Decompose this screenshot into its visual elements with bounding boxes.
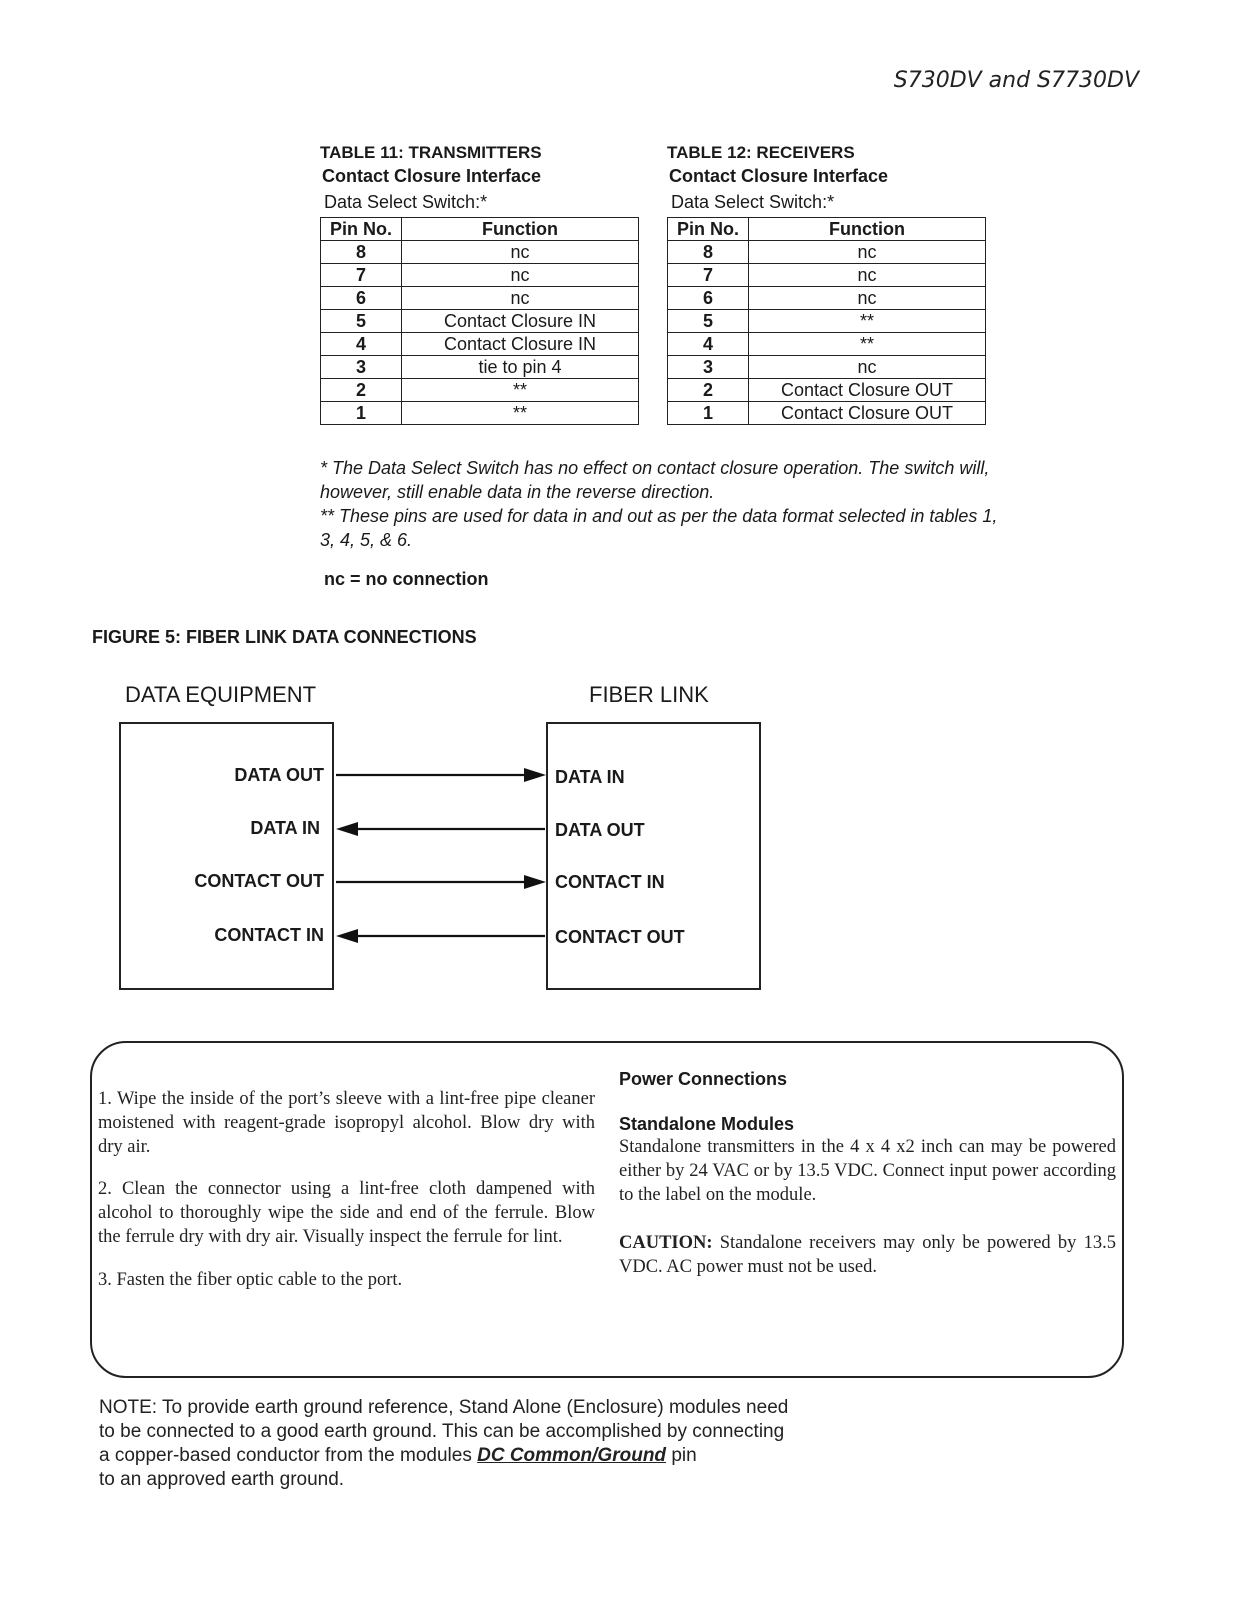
function-cell: nc — [402, 241, 639, 264]
function-cell: nc — [749, 287, 986, 310]
table-12-title: TABLE 12: RECEIVERS — [667, 143, 855, 162]
power-connections-title: Power Connections — [619, 1069, 788, 1089]
table-12 — [667, 217, 986, 425]
caution-label: CAUTION: — [619, 1233, 713, 1253]
arrow-data-out-to-data-in-reverse — [336, 822, 545, 836]
note-line-1: NOTE: To provide earth ground reference, Stand Alone (Enclosure) modules need — [99, 1397, 789, 1418]
note-line-3-start: a copper-based conductor from the modules — [99, 1445, 478, 1466]
column-header-function: Function — [402, 218, 639, 241]
cleaning-step-1: 1. Wipe the inside of the port’s sleeve with a lint-free pipe cleaner moistened with reagent-grade isopropyl alcohol. Blow dry with dry air. — [98, 1088, 595, 1157]
table-12-switch-label: Data Select Switch:* — [671, 192, 835, 212]
table-11-title: TABLE 11: TRANSMITTERS — [320, 143, 542, 162]
data-equipment-box — [119, 722, 334, 990]
table-11-subtitle: Contact Closure Interface — [322, 166, 542, 186]
right-signal-data-in: DATA IN — [555, 767, 625, 787]
data-equipment-heading: DATA EQUIPMENT — [125, 682, 317, 707]
pin-cell: 7 — [668, 264, 749, 287]
table-header-row — [321, 218, 639, 241]
function-cell: Contact Closure IN — [402, 310, 639, 333]
table-row — [321, 402, 639, 425]
right-signal-data-out: DATA OUT — [555, 820, 645, 840]
caution-text: Standalone receivers may only be powered by 13.5 VDC. AC power must not be used. — [619, 1233, 1116, 1277]
table-row — [321, 287, 639, 310]
cleaning-steps — [98, 1068, 595, 1310]
footnote-double-star: ** These pins are used for data in and out as per the data format selected in tables 1, 3, 4, 5, & 6. — [320, 506, 998, 550]
note-line-3-end: pin — [666, 1445, 697, 1466]
pin-cell: 5 — [668, 310, 749, 333]
table-header-row — [668, 218, 986, 241]
table-row — [321, 310, 639, 333]
function-cell: ** — [749, 310, 986, 333]
table-row — [321, 264, 639, 287]
pin-cell: 3 — [668, 356, 749, 379]
arrow-contact-out-to-contact-in-reverse — [336, 929, 545, 943]
table-11-block — [320, 143, 639, 425]
table-row — [668, 356, 986, 379]
pin-cell: 8 — [668, 241, 749, 264]
table-row — [321, 379, 639, 402]
pin-cell: 4 — [321, 333, 402, 356]
left-signal-data-out: DATA OUT — [234, 765, 324, 785]
table-footnotes — [320, 456, 1000, 552]
function-cell: nc — [749, 264, 986, 287]
figure-5-title: FIGURE 5: FIBER LINK DATA CONNECTIONS — [92, 627, 477, 647]
column-header-pin: Pin No. — [321, 218, 402, 241]
table-row — [321, 241, 639, 264]
function-cell: tie to pin 4 — [402, 356, 639, 379]
function-cell: ** — [402, 379, 639, 402]
fiber-link-heading: FIBER LINK — [589, 682, 709, 707]
note-line-3 — [99, 1444, 788, 1468]
table-11 — [320, 217, 639, 425]
function-cell: Contact Closure OUT — [749, 402, 986, 425]
standalone-modules-body: Standalone transmitters in the 4 x 4 x2 inch can may be powered either by 24 VAC or by 13.5 VDC. Connect input power according to the label on the module. — [619, 1137, 1116, 1205]
column-header-pin: Pin No. — [668, 218, 749, 241]
function-cell: nc — [749, 356, 986, 379]
cleaning-step-3: 3. Fasten the fiber optic cable to the port. — [98, 1269, 403, 1290]
footnote-star: * The Data Select Switch has no effect on contact closure operation. The switch will, however, still enable data in the reverse direction. — [320, 458, 990, 502]
pin-cell: 1 — [321, 402, 402, 425]
table-row — [668, 333, 986, 356]
function-cell: nc — [749, 241, 986, 264]
table-row — [668, 402, 986, 425]
fiber-link-box — [546, 722, 761, 990]
table-12-subtitle: Contact Closure Interface — [669, 166, 889, 186]
table-row — [321, 356, 639, 379]
document-model-header: S730DV and S7730DV — [893, 68, 1139, 93]
table-12-block — [667, 143, 986, 425]
dc-common-ground-label: DC Common/Ground — [477, 1445, 667, 1466]
pin-cell: 2 — [321, 379, 402, 402]
earth-ground-note — [99, 1396, 788, 1492]
arrow-data-out-to-data-in — [336, 768, 546, 782]
cleaning-step-2: 2. Clean the connector using a lint-free cloth dampened with alcohol to thoroughly wipe the side and end of the ferrule. Blow the ferrule dry with dry air. Visually inspect the ferrule for lint. — [98, 1179, 595, 1247]
right-signal-contact-out: CONTACT OUT — [555, 927, 685, 947]
table-row — [668, 264, 986, 287]
left-signal-data-in: DATA IN — [250, 818, 320, 838]
right-signal-contact-in: CONTACT IN — [555, 872, 665, 892]
function-cell: Contact Closure OUT — [749, 379, 986, 402]
nc-definition: nc = no connection — [324, 569, 489, 589]
table-row — [668, 287, 986, 310]
function-cell: ** — [402, 402, 639, 425]
pin-cell: 1 — [668, 402, 749, 425]
left-signal-contact-in: CONTACT IN — [214, 925, 324, 945]
table-row — [668, 241, 986, 264]
power-connections — [619, 1069, 1116, 1279]
pin-cell: 6 — [668, 287, 749, 310]
arrow-contact-out-to-contact-in — [336, 875, 546, 889]
function-cell: nc — [402, 287, 639, 310]
table-11-switch-label: Data Select Switch:* — [324, 192, 488, 212]
standalone-modules-subtitle: Standalone Modules — [619, 1114, 795, 1134]
left-signal-contact-out: CONTACT OUT — [194, 871, 324, 891]
function-cell: ** — [749, 333, 986, 356]
note-line-4: to an approved earth ground. — [99, 1469, 345, 1490]
table-row — [321, 333, 639, 356]
pin-cell: 3 — [321, 356, 402, 379]
pin-cell: 4 — [668, 333, 749, 356]
column-header-function: Function — [749, 218, 986, 241]
pin-cell: 7 — [321, 264, 402, 287]
pin-cell: 6 — [321, 287, 402, 310]
table-row — [668, 379, 986, 402]
table-row — [668, 310, 986, 333]
pin-cell: 5 — [321, 310, 402, 333]
function-cell: Contact Closure IN — [402, 333, 639, 356]
caution-paragraph — [619, 1231, 1116, 1279]
pin-cell: 2 — [668, 379, 749, 402]
pin-cell: 8 — [321, 241, 402, 264]
note-line-2: to be connected to a good earth ground. This can be accomplished by connecting — [99, 1421, 785, 1442]
function-cell: nc — [402, 264, 639, 287]
